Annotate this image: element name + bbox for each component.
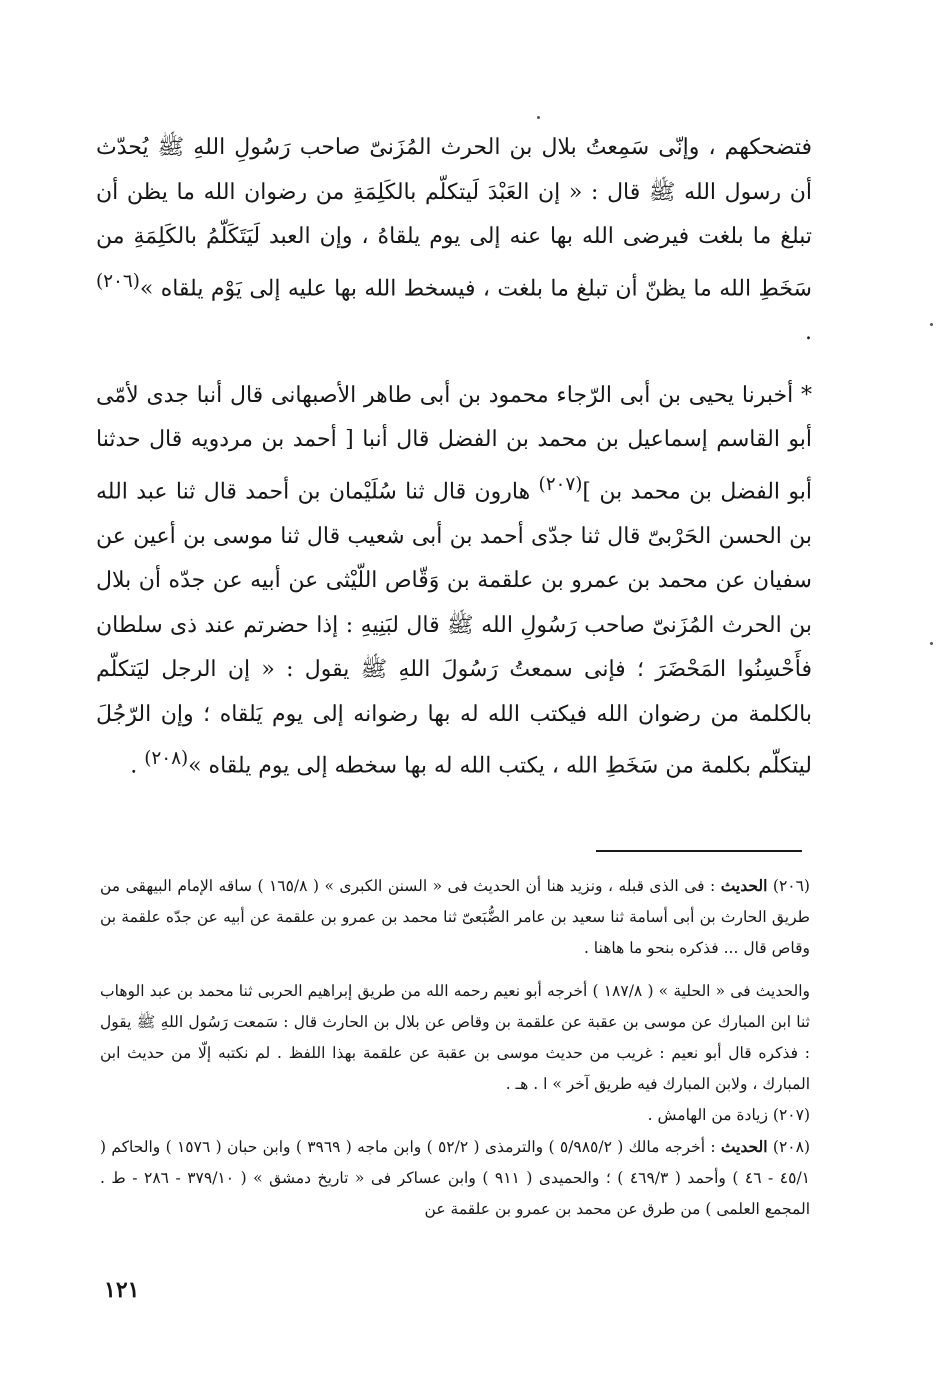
- footnote-number: (٢٠٨): [772, 1138, 811, 1156]
- period: .: [805, 320, 812, 346]
- hadith-paragraph-207: [96, 374, 812, 789]
- footnotes: [100, 870, 810, 1225]
- footnote-text: : فى الذى قبله ، ونزيد هنا أن الحديث فى « السنن الكبرى » ( ١٦٥/٨ ) ساقه الإمام البيهقى من طريق الحارث بن أبى أسامة ثنا سعيد بن عامر الضُّبَعىّ ثنا محمد بن عمرو بن علقمة عن أبيه عن جدّه علقمة بن وقاص قال ... فذكره بنحو ما هاهنا .: [100, 877, 810, 957]
- footnote-208: [100, 1131, 810, 1225]
- hadith-text: هارون قال ثنا سُلَيْمان بن أحمد قال ثنا عبد الله بن الحسن الحَرْبىّ قال ثنا جدّى أحمد بن أبى شعيب قال ثنا موسى بن أعين عن سفيان عن محمد بن عمرو بن علقمة بن وَقّاص اللّيْثى عن أبيه عن جدّه أن بلال بن الحرث المُزَنىّ صاحب رَسُولِ الله ﷺ قال لبَنِيهِ : إذا حضرتم عند ذى سلطان فأَحْسِنُوا المَحْضَرَ ؛ فإنى سمعتُ رَسُولَ اللهِ ﷺ يقول : « إن الرجل ليَتكلّم بالكلمة من رضوان الله فيكتب الله له بها رضوانه إلى يوم يَلقاه ؛ وإن الرّجُلَ ليتكلّم بكلمة من سَخَطِ الله ، يكتب الله له بها سخطه إلى يوم يلقاه »: [96, 479, 812, 779]
- footnote-separator: [596, 850, 802, 852]
- hadith-paragraph-206: [96, 126, 812, 356]
- footnote-label: الحديث: [720, 876, 768, 895]
- footnote-206-hilya: والحديث فى « الحلية » ( ١٨٧/٨ ) أخرجه أبو نعيم رحمه الله من طريق إبراهيم الحربى ثنا محمد بن عبد الوهاب ثنا ابن المبارك عن موسى بن عقبة عن علقمة بن وقاص عن بلال بن الحارث قال : سَمعت رَسُول اللهِ ﷺ يقول : فذكره قال أبو نعيم : غريب من حديث موسى بن عقبة عن علقمة بهذا اللفظ . لم نكتبه إلّا من حديث ابن المبارك ، ولابن المبارك فيه طريق آخر » ا . هـ .: [100, 982, 810, 1093]
- main-text: [96, 126, 812, 789]
- scan-speck: [537, 116, 540, 119]
- note-ref-208: (٢٠٨): [144, 748, 189, 770]
- footnote-207: (٢٠٧) زيادة من الهامش .: [647, 1106, 810, 1124]
- note-ref-206: (٢٠٦): [96, 270, 140, 292]
- isnad-text: * أخبرنا يحيى بن أبى الرّجاء محمود بن أبى طاهر الأصبهانى قال أنبا جدى لأمّى أبو القاسم إسماعيل بن محمد بن الفضل قال أنبا [ أحمد بن مردويه قال حدثنا أبو الفضل بن محمد بن ]: [96, 382, 812, 505]
- period: .: [130, 753, 138, 779]
- scan-speck: [930, 323, 933, 326]
- hadith-text: فتضحكهم ، وإنّى سَمِعتُ بلال بن الحرث المُزَنىّ صاحب رَسُولِ اللهِ ﷺ يُحدّث أن رسول الله ﷺ قال : « إن العَبْدَ لَيتكلّم بالكَلِمَةِ من رضوان الله ما يظن أن تبلغ ما بلغت فيرضى الله بها عنه إلى يوم يلقاهُ ، وإن العبد لَيَتَكَلّمُ بالكَلِمَةِ من سَخَطِ الله ما يظنّ أن تبلغ ما بلغت ، فيسخط الله بها عليه إلى يَوْم يلقاه »: [96, 135, 812, 301]
- note-ref-207: (٢٠٧): [538, 473, 583, 495]
- footnote-206: [100, 870, 810, 964]
- footnote-text: : أخرجه مالك ( ٥/٩٨٥/٢ ) والترمذى ( ٥٢/٢ ) وابن ماجه ( ٣٩٦٩ ) وابن حبان ( ١٥٧٦ ) والحاكم ( ٤٥/١ - ٤٦ ) وأحمد ( ٤٦٩/٣ ) ؛ والحميدى ( ٩١١ ) وابن عساكر فى « تاريخ دمشق » ( ٣٧٩/١٠ - ٢٨٦ - ط . المجمع العلمى ) من طرق عن محمد بن عمرو بن علقمة عن: [100, 1138, 810, 1218]
- footnote-label: الحديث: [720, 1137, 768, 1156]
- footnote-number: (٢٠٦): [772, 877, 810, 895]
- scan-speck: [930, 642, 933, 645]
- page-number: ١٢١: [104, 1277, 140, 1303]
